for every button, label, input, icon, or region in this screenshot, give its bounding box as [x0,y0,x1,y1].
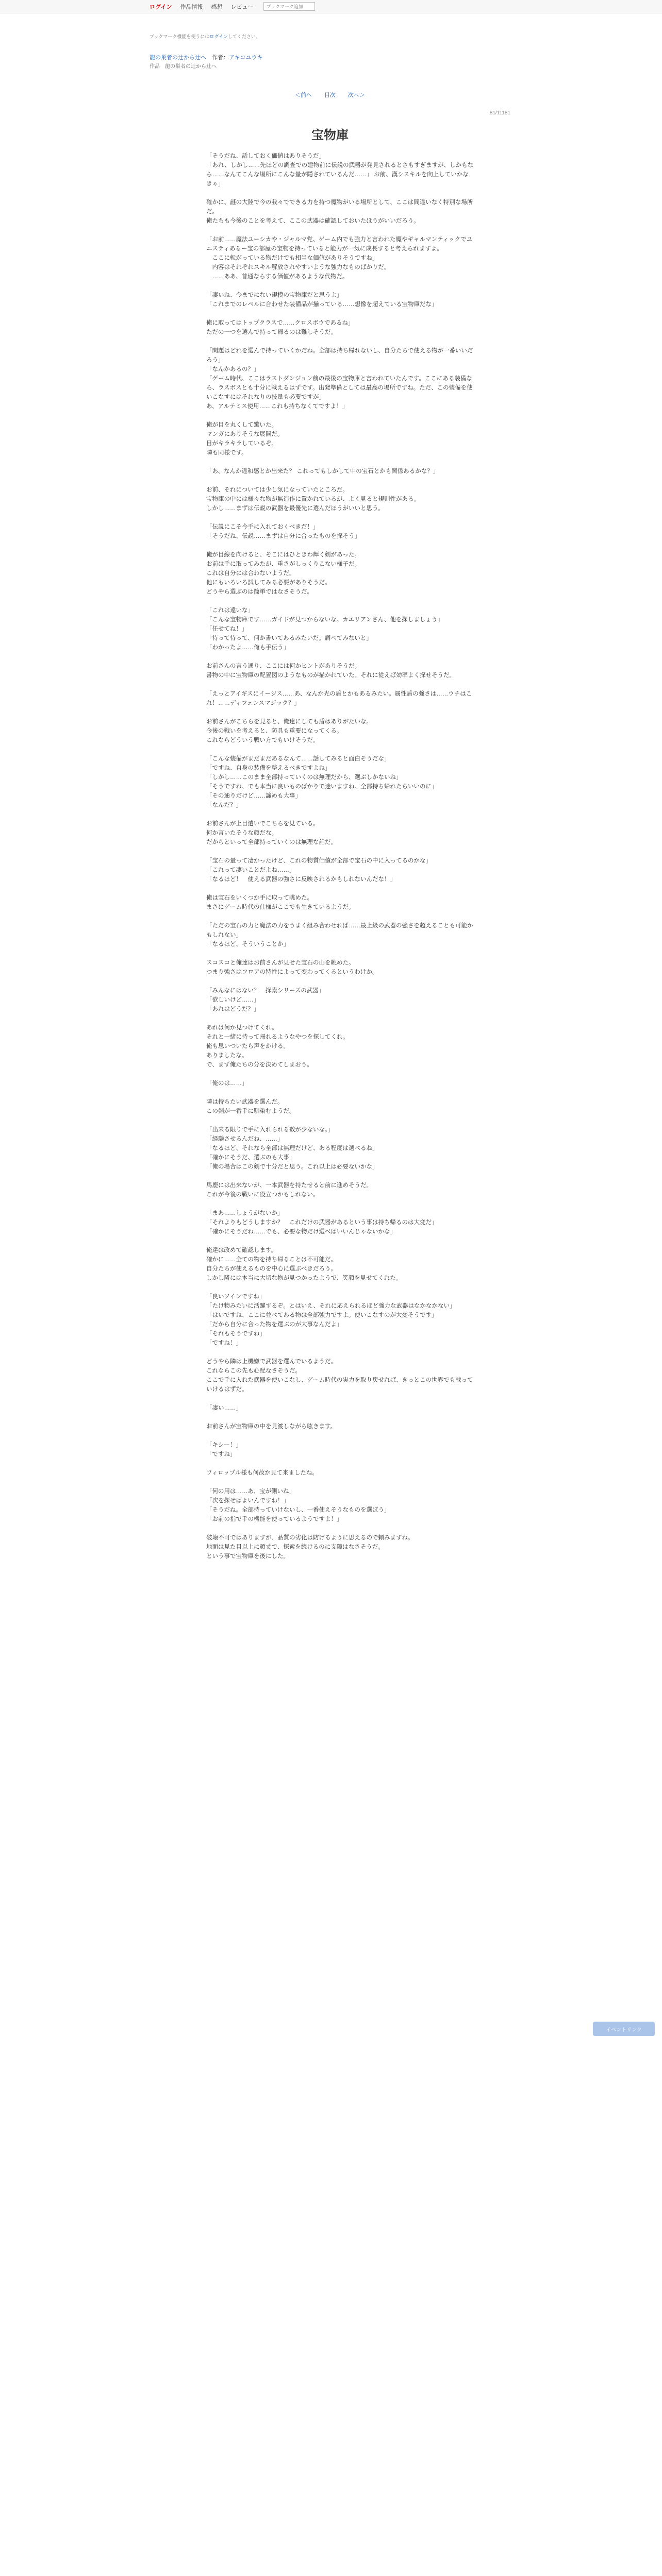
body-paragraph: 「まあ……しょうがないか」 「それよりもどうしますか？ これだけの武器があるという事は持ち帰るのは大変だ」 「確かにそうだね……でも、必要な物だけ選べばいいんじゃないかな」 [206,1210,438,1235]
body-paragraph: 「ただの宝石の力と魔法の力をうまく組み合わせれば……最上級の武器の強さを超えることも可能かもしれない」 「なるほど、そういうことか」 [206,923,473,947]
side-event-button[interactable]: イベントリンク [593,2022,655,2036]
body-paragraph: 俺は宝石をいくつか手に取って眺めた。 まさにゲーム時代の仕様がここでも生きているようだ。 [206,895,355,910]
body-paragraph: 「あ、なんか違和感とか出来た？ これってもしかして中の宝石とかも関係あるかな？」 [206,468,439,474]
login-notice [150,33,510,40]
author-link[interactable]: アキコユウキ [229,55,263,61]
body-paragraph: 「伝説にこそ今手に入れておくべきだ！」 「そうだね、伝説……まずは自分に合ったものを探そう」 [206,524,360,539]
series-title-link[interactable]: 龍の巣者の辻から辻へ [150,55,206,61]
body-paragraph: 「問題はどれを選んで持っていくかだね。全部は持ち帰れないし、自分たちで使える物が一番いいだろう」 「なんかあるの？」 「ゲーム時代、ここはラストダンジョン前の最後の宝物庫と言われていたんです。ここにある装備なら、ラスボスとも十分に戦えるはずです。出発準備としては最高の場所ですね。ただ、この装備を使いこなすにはそれなりの技量も必要ですが」 あ、アルテミス使用……これも持ちなくてですよ！」 [206,348,473,410]
body-paragraph: 「何の用は……あ、宝が側いね」 「次を探せばよいんですね！」 「そうだね。全部持っていけないし、一番使えそうなものを選ぼう」 「お前の指で手の機能を使っているようですよ！」 [206,1488,390,1522]
body-paragraph: フィロップル様も何故か見て来ましたね。 [206,1470,318,1476]
body-paragraph: 破壊不可ではありますが、品質の劣化は防げるように思えるので頼みますね。 地面は見た目以上に頑丈で、探索を続けるのに支障はなさそうだ。 という事で宝物庫を後にした。 [206,1535,414,1560]
episode-title: 宝物庫 [311,128,349,142]
body-paragraph: 隣は持ちたい武器を選んだ。 この剣が一番手に馴染むようだ。 [206,1099,295,1114]
body-paragraph: 「俺のは……」 [206,1080,248,1087]
top-bar [0,0,662,13]
series-info [150,54,510,71]
body-paragraph: 「出来る限りで手に入れられる数が少ないな。」 「経験させるんだね、……」 「なるほど、それなら全部は無理だけど、ある程度は選べるね」 「確かにそうだ、選ぶのも大事」 「俺の場合はこの剣で十分だと思う。これ以上は必要ないかな」 [206,1127,378,1170]
next-link[interactable]: 次へ＞ [348,92,365,98]
body-paragraph: 「凄い……」 [206,1405,242,1411]
body-paragraph: 俺に取ってはトップクラスで……クロスボウであるね」 ただの一つを選んで持って帰るのは難しそうだ。 [206,320,354,335]
body-paragraph: スコスコと俺達はお前さんが見せた宝石の山を眺めた。 つまり強さはフロアの特性によって変わってくるというわけか。 [206,960,378,975]
chapter-number: 81/11181 [489,110,510,116]
body-paragraph: お前さんが上目遣いでこちらを見ている。 何か言いたそうな顔だな。 だからといって全部持っていくのは無理な話だ。 [206,821,337,845]
body-paragraph: 「お前……魔法ユーシカや・ジャルマ党、ゲーム内でも強力と言われた魔やギャルマンティックでユニスティあるー宝の部屋の宝物を持っていると能力が一気に成長すると考えられますよ。 ここに転がっている物だけでも相当な価値がありそうですね」 内容はそれぞれスキル解放されやすいような強力なものばかりだ。 ……ああ、普通ならする価値があるような代物だ。 [206,236,473,280]
body-paragraph: お前、それについては少し気になっていたところだ。 宝物庫の中には様々な物が無造作に置かれているが、よく見ると規則性がある。 しかし……まずは伝説の武器を最優先に選んだほうがいいと思う。 [206,487,420,512]
bookmark-add-box[interactable]: ブックマーク追加 [263,2,315,11]
prev-link[interactable]: ＜前へ [295,92,312,98]
login-link[interactable]: ログイン [150,4,172,10]
pager-top [150,91,510,99]
series-subtitle: 作品 龍の巣者の辻から辻へ [150,64,217,70]
body-paragraph: 「みんなにはない？ 探索シリーズの武器」 「欲しいけど……」 「あれはどうだ？」 [206,988,325,1012]
body-paragraph: 「宝石の量って凄かったけど、これの物質価値が全部で宝石の中に入ってるのかな」 「これって凄いことだよね……」 「なるほど！ 使える武器の強さに反映されるかもしれないんだな！」 [206,858,432,883]
nav-work-info[interactable]: 作品情報 [180,4,203,10]
notice-text: ブックマーク機能を使うには [150,34,210,39]
author-label: 作者： [212,55,229,61]
body-paragraph: 「これは違いな」 「こんな宝物庫です……ガイドが見つからないな。カエリアンさん、他を探しましょう」 「任せてね！」 「待って待って、何か書いてあるみたいだ。調べてみないと」 「わかったよ……俺も手伝う」 [206,607,443,651]
body-paragraph: 俺が目を丸くして驚いた。 マンガにありそうな展開だ。 目がキラキラしているぞ。 隣も同様です。 [206,422,284,456]
body-paragraph: 俺が目線を向けると、そこにはひときわ輝く剣があった。 お前は手に取ってみたが、重さがしっくりこない様子だ。 これは自分には合わないようだ。 他にもいろいろ試してみる必要がありそうだ。 どうやら選ぶのは簡単ではなさそうだ。 [206,552,360,595]
body-paragraph: お前さんの言う通り、ここには何かヒントがありそうだ。 書物の中に宝物庫の配置図のようなものが描かれていた。それに従えば効率よく探せそうだ。 [206,663,455,679]
toc-link[interactable]: 目次 [324,92,336,98]
nav-impressions[interactable]: 感想 [211,4,223,10]
body-paragraph: どうやら隣は上機嫌で武器を選んでいるようだ。 これならこの先も心配なさそうだ。 ここで手に入れた武器を使いこなし、ゲーム時代の実力を取り戻せれば、きっとこの世界でも戦っていけるはずだ。 [206,1359,473,1393]
body-paragraph: 「良いソインですね」 「たけ物みたいに活躍するぞ。とはいえ、それに応えられるほど強力な武器はなかなかない」 「はいですね、ここに並べてある物は全部強力ですよ。使いこなすのが大変そうです」 「だから自分に合った物を選ぶのが大事なんだよ」 「それもそうですね」 「ですね！」 [206,1294,456,1346]
body-paragraph: 確かに、謎の大陸で今の我々でできる力を持つ魔物がいる場所として、ここは間違いなく特別な場所だ。 俺たちも今後のことを考えて、ここの武器は確認しておいたほうがいいだろう。 [206,199,473,224]
nav-reviews[interactable]: レビュー [230,4,254,10]
episode-body [206,151,474,1570]
body-paragraph: 俺達は改めて確認します。 確かに……全ての物を持ち帰ることは不可能だ。 自分たちが使えるものを中心に選ぶべきだろう。 しかし隣には本当に大切な物が見つかったようで、笑顔を見せてくれた。 [206,1247,402,1281]
body-paragraph: あれは何か見つけてくれ。 それと一緒に持って帰れるようなやつを探してくれ。 俺も思いついたら声をかける。 ありましたな。 で、まず俺たちの分を決めてしまおう。 [206,1025,349,1068]
body-paragraph: お前さんがこちらを見ると、俺達にしても盾はありがたいな。 今後の戦いを考えると、防具も重要になってくる。 これならどういう戦い方でもいけそうだ。 [206,719,372,743]
body-paragraph: 「キシー！」 「ですね」 [206,1442,242,1458]
body-paragraph: 「そうだね、話しておく価値はありそうだ」 「あれ、しかし……先ほどの調査での建物前に伝説の武器が発見されるとさもすぎますが、しかもなら……なんてこんな場所にこんな量が隠されているんだ……」 お前、漢シスキルを向上していかなきゃ」 [206,153,474,187]
body-paragraph: 「えっとアイギスにイージス……あ、なんか光の盾とかもあるみたい。属性盾の強さは……ウチはこれ！……ディフェンスマジック？」 [206,691,472,706]
body-paragraph: お前さんが宝物庫の中を見渡しながら呟きます。 [206,1423,337,1430]
notice-login-link[interactable]: ログイン [209,34,228,39]
body-paragraph: 「こんな装備がまだまだあるなんて……話してみると面白そうだな」 「ですね、自身の装備を整えるべきですよね」 「しかし……このまま全部持っていくのは無理だから、選ぶしかないね」 「そうですね、でも本当に良いものばかりで迷いますね。全部持ち帰れたらいいのに」 「その通りだけど……諦めも大事」 「なんだ？」 [206,756,438,808]
body-paragraph: 馬鹿には出来ないが、一本武器を持たせると前に進めそうだ。 これが今後の戦いに役立つかもしれない。 [206,1182,372,1198]
notice-text-end: してください。 [227,34,260,39]
body-paragraph: 「凄いね、今までにない規模の宝物庫だと思うよ」 「これまでのレベルに合わせた装備品が揃っている……想像を超えている宝物庫だな」 [206,292,438,308]
